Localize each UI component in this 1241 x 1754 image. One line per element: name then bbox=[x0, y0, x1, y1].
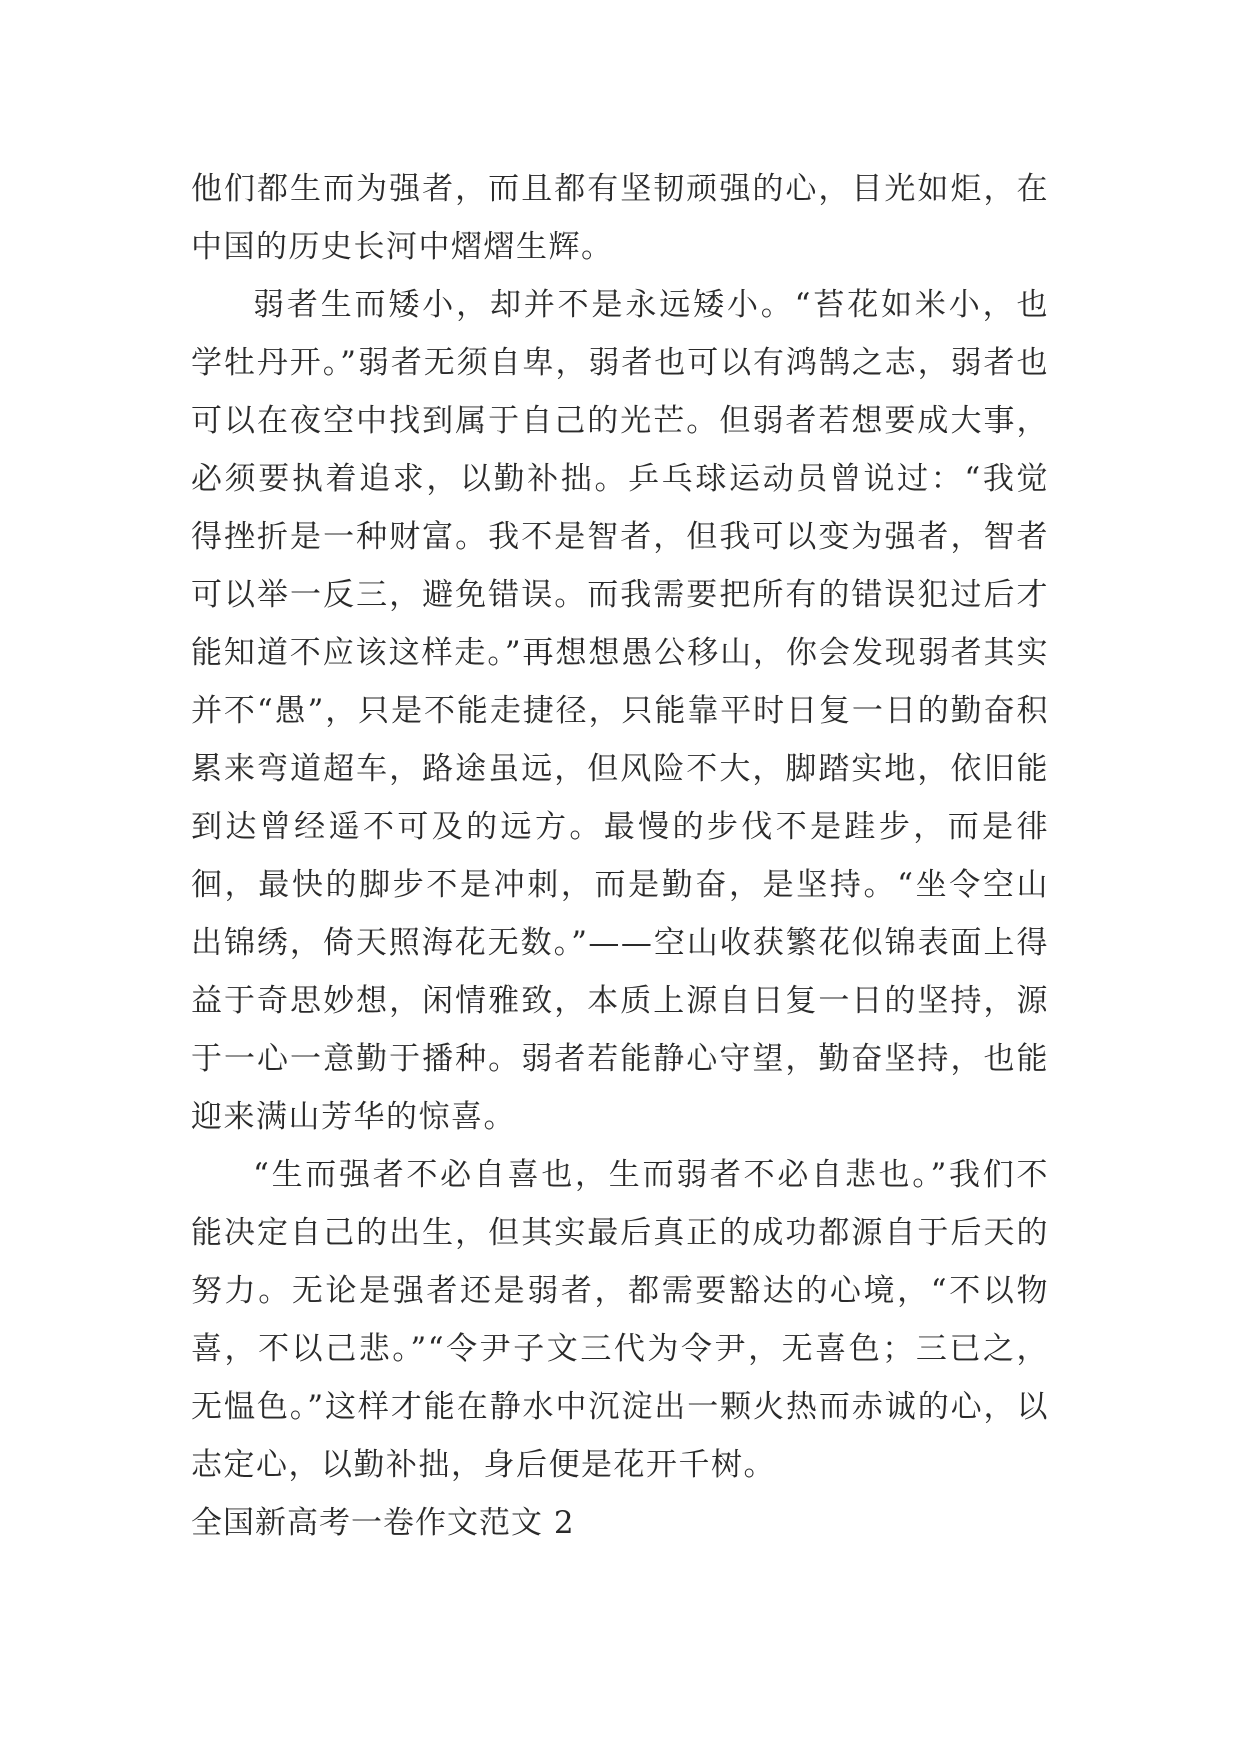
paragraph-weak-born: 弱者生而矮小，却并不是永远矮小。“苔花如米小，也学牡丹开。”弱者无须自卑，弱者也可以有鸿鹄之志，弱者也可以在夜空中找到属于自己的光芒。但弱者若想要成大事，必须要执着追求，以勤补拙。乒乓球运动员曾说过：“我觉得挫折是一种财富。我不是智者，但我可以变为强者，智者可以举一反三，避免错误。而我需要把所有的错误犯过后才能知道不应该这样走。”再想想愚公移山，你会发现弱者其实并不“愚”，只是不能走捷径，只能靠平时日复一日的勤奋积累来弯道超车，路途虽远，但风险不大，脚踏实地，依旧能到达曾经遥不可及的远方。最慢的步伐不是跬步，而是徘徊，最快的脚步不是冲刺，而是勤奋，是坚持。“坐令空山出锦绣，倚天照海花无数。”——空山收获繁花似锦表面上得益于奇思妙想，闲情雅致，本质上源自日复一日的坚持，源于一心一意勤于播种。弱者若能静心守望，勤奋坚持，也能迎来满山芳华的惊喜。 bbox=[191, 287, 1049, 1135]
paragraph-continuation: 他们都生而为强者，而且都有坚韧顽强的心，目光如炬，在中国的历史长河中熠熠生辉。 bbox=[191, 171, 1049, 265]
paragraph-conclusion: “生而强者不必自喜也，生而弱者不必自悲也。”我们不能决定自己的出生，但其实最后真正的成功都源自于后天的努力。无论是强者还是弱者，都需要豁达的心境，“不以物喜，不以己悲。”“令尹子文三代为令尹，无喜色；三已之，无愠色。”这样才能在静水中沉淀出一颗火热而赤诚的心，以志定心，以勤补拙，身后便是花开千树。 bbox=[191, 1157, 1049, 1483]
section-heading: 全国新高考一卷作文范文 2 bbox=[191, 1505, 575, 1541]
article-body bbox=[191, 160, 1049, 1552]
